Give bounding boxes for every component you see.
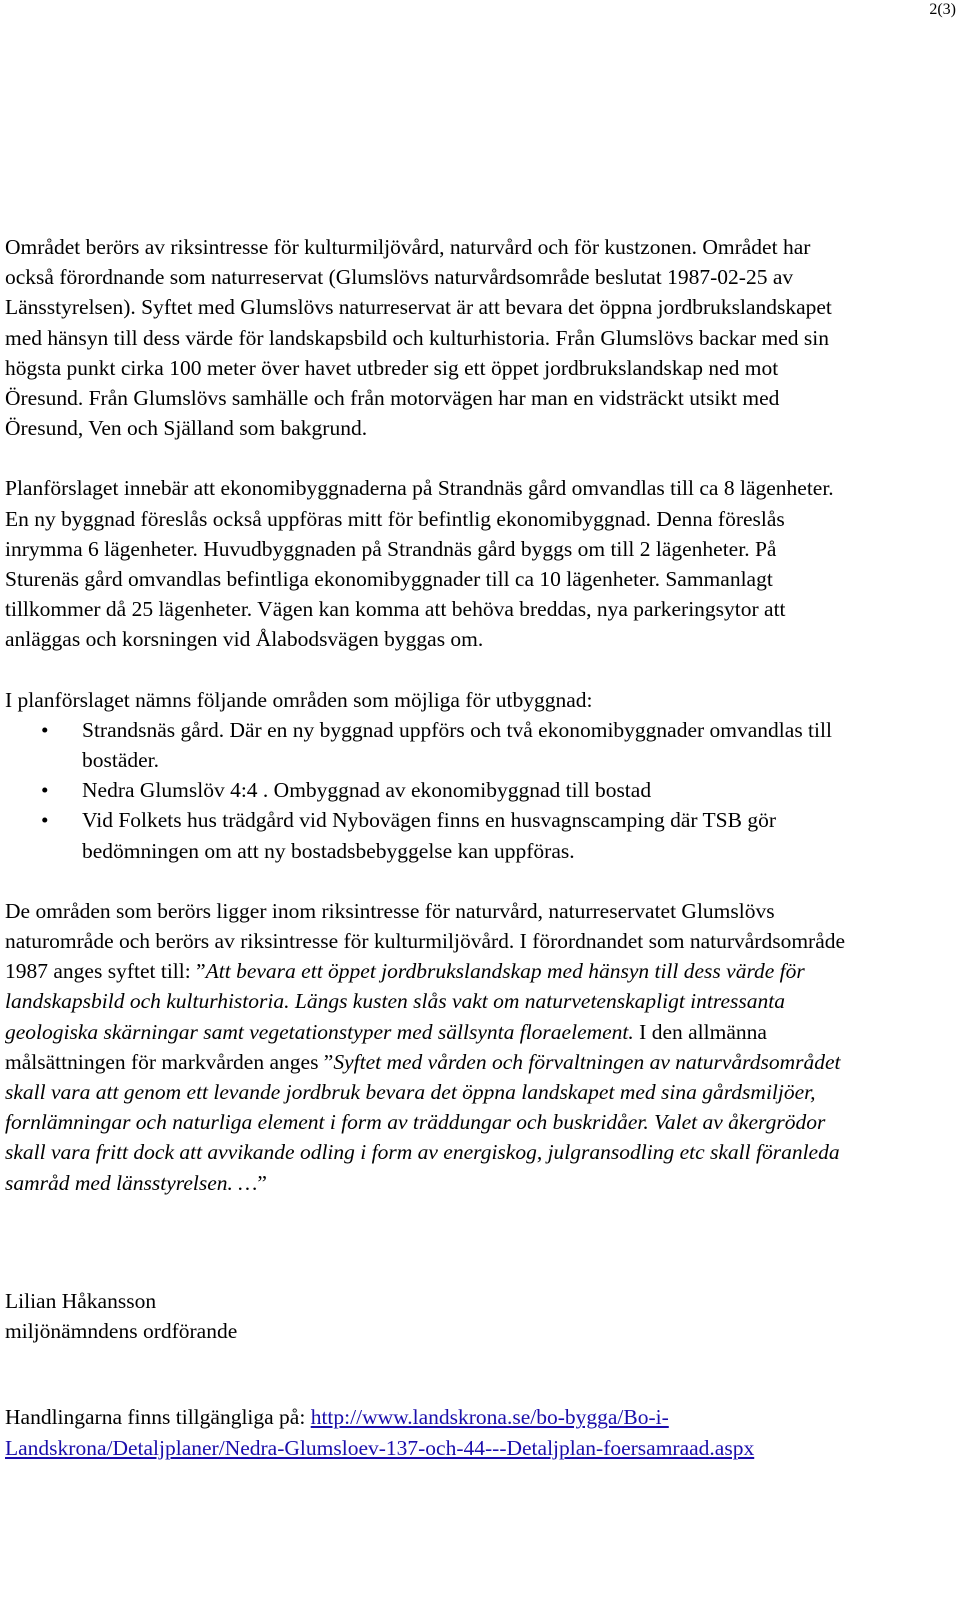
naturvard-end: ”: [257, 1170, 267, 1195]
paragraph-planforslaget: Planförslaget innebär att ekonomibyggnaderna på Strandnäs gård omvandlas till ca 8 lägenheter. En ny byggnad föreslås också uppföras mitt för befintlig ekonomibyggnad. Denna föreslås inrymma 6 lägenheter. Huvudbyggnaden på Strandnäs gård byggs om till 2 lägenheter. På Sturenäs gård omvandlas befintliga ekonomibyggnader till ca 10 lägenheter. Sammanlagt tillkommer då 25 lägenheter. Vägen kan komma att behöva breddas, nya parkeringsytor att anläggas och korsningen vid Ålabodsvägen byggas om.: [5, 476, 834, 652]
utbyggnad-list: [5, 715, 855, 866]
quote-markvard: Syftet med vården och förvaltningen av naturvårdsområdet skall vara att genom ett levande jordbruk bevara det öppna landskapet med sina gårdsmiljöer, fornlämningar och naturliga element i form av träddungar och buskridåer. Valet av åkergrödor skall vara fritt dock att avvikande odling i form av energiskog, julgransodling etc skall föranleda samråd med länsstyrelsen. …: [5, 1049, 841, 1195]
signature-block: [5, 1286, 855, 1346]
signature-name: Lilian Håkansson: [5, 1288, 157, 1313]
list-item-text: Vid Folkets hus trädgård vid Nybovägen finns en husvagnscamping där TSB gör bedömningen om att ny bostadsbebyggelse kan uppföras.: [82, 808, 776, 863]
quote-forordnande: Att bevara ett öppet jordbrukslandskap med hänsyn till dess värde för landskapsbild och kulturhistoria. Längs kusten slås vakt om naturvetenskapligt intressanta geologiska skärningar samt vegetationstyper med sällsynta floraelement.: [5, 959, 805, 1044]
paragraph-riksintresse: Området berörs av riksintresse för kulturmiljövård, naturvård och för kustzonen. Området har också förordnande som naturreservat (Glumslövs naturvårdsområde beslutat 1987-02-25 av Länsstyrelsen). Syftet med Glumslövs naturreservat är att bevara det öppna jordbrukslandskapet med hänsyn till dess värde för landskapsbild och kulturhistoria. Från Glumslövs backar med sin högsta punkt cirka 100 meter över havet utbreder sig ett öppet jordbrukslandskap ned mot Öresund. Från Glumslövs samhälle och från motorvägen har man en vidsträckt utsikt med Öresund, Ven och Själland som bakgrund.: [5, 235, 832, 441]
list-item-text: Strandsnäs gård. Där en ny byggnad uppförs och två ekonomibyggnader omvandlas till bostäder.: [82, 717, 832, 773]
handlingar-link[interactable]: http://www.landskrona.se/bo-bygga/Bo-i-Landskrona/Detaljplaner/Nedra-Glumsloev-137-och-44---Detaljplan-foersamraad.aspx: [5, 1405, 755, 1460]
bullet-icon: •: [41, 808, 49, 833]
list-item-text: Nedra Glumslöv 4:4 . Ombyggnad av ekonomibyggnad till bostad: [82, 778, 652, 803]
naturvard-lead: De områden som berörs ligger inom riksintresse för naturvård, naturreservatet Glumslövs naturområde och berörs av riksintresse för kulturmiljövård. I förordnandet som naturvårdsområde 1987 anges syftet till: ”: [5, 898, 846, 984]
document-body: [5, 232, 855, 1463]
list-item: [5, 805, 855, 865]
list-item: [5, 715, 855, 775]
paragraph-utbyggnad-intro: I planförslaget nämns följande områden som möjliga för utbyggnad:: [5, 687, 593, 712]
signature-title: miljönämndens ordförande: [5, 1319, 238, 1344]
paragraph-naturvard: [5, 896, 855, 1198]
bullet-icon: •: [41, 778, 49, 803]
page-number: 2(3): [929, 1, 956, 18]
bullet-icon: •: [41, 717, 49, 742]
naturvard-mid: I den allmänna målsättningen för markvården anges ”: [5, 1019, 767, 1074]
list-item: [5, 775, 855, 805]
handlingar-label: Handlingarna finns tillgängliga på:: [5, 1405, 311, 1430]
handlingar-paragraph: [5, 1402, 855, 1462]
